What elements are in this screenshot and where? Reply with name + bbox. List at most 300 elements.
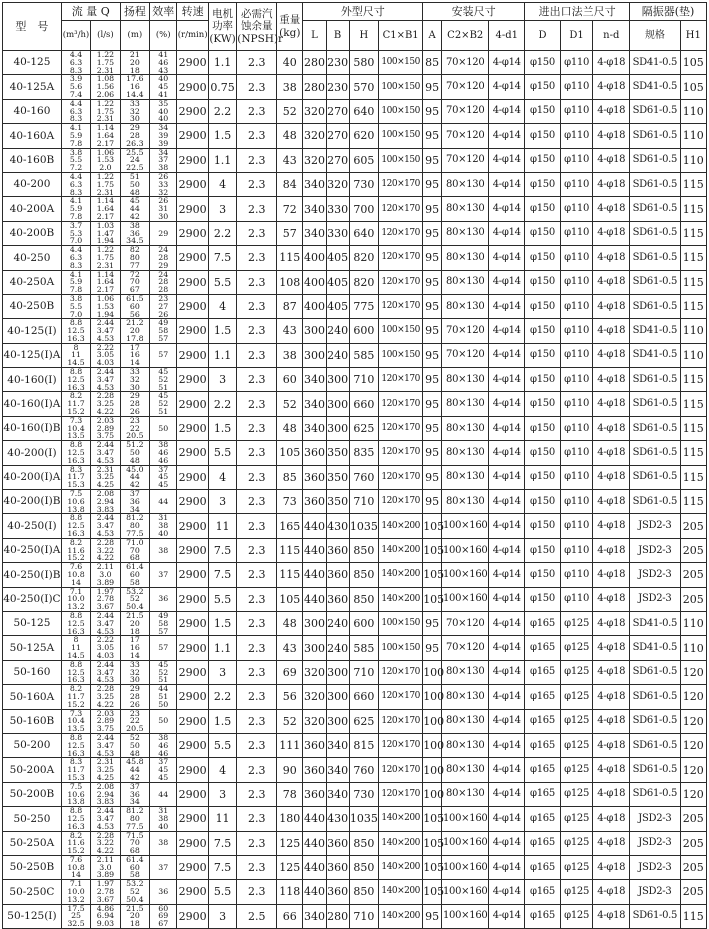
- flow-m3h-cell-value: 16.3: [67, 821, 85, 831]
- n-d-cell: 4-φ18: [593, 148, 630, 172]
- A-cell: 95: [423, 294, 442, 318]
- flow-m3h-cell-value: 16.3: [67, 529, 85, 539]
- head-cell-value: 24: [129, 155, 140, 165]
- isolator-spec-cell: SD61-0.5: [630, 221, 680, 245]
- D-cell: φ150: [525, 148, 561, 172]
- npsh-cell: 2.3: [237, 148, 277, 172]
- head-cell-value: 14: [129, 358, 140, 368]
- motor-power-cell: 3: [208, 197, 236, 221]
- D1-cell: φ110: [560, 465, 593, 489]
- table-row: [3, 343, 707, 367]
- head-cell-value: 36: [129, 496, 140, 506]
- flow-m3h-cell: [61, 855, 90, 879]
- B-cell: 330: [326, 221, 349, 245]
- d1-cell: 4-φ14: [489, 587, 525, 611]
- motor-power-cell: 7.5: [208, 563, 236, 587]
- weight-cell: 115: [277, 563, 303, 587]
- flow-ls-cell: [91, 758, 120, 782]
- npsh-cell: 2.3: [237, 75, 277, 99]
- flow-m3h-cell-value: 8.2: [69, 537, 83, 547]
- weight-cell: 56: [277, 685, 303, 709]
- flow-ls-cell-value: 1.14: [96, 269, 115, 279]
- C1B1-cell: 120×170: [379, 416, 423, 440]
- efficiency-cell: [150, 270, 177, 294]
- flow-ls-cell-value: 2.22: [96, 342, 115, 352]
- head-cell-value: 67: [129, 285, 140, 295]
- motor-power-cell: 7.5: [208, 538, 236, 562]
- flow-m3h-cell: [61, 441, 90, 465]
- head-cell-value: 34.5: [126, 236, 144, 246]
- head-cell: [120, 172, 149, 196]
- efficiency-cell-value: 38: [158, 440, 169, 450]
- flow-ls-cell: [91, 465, 120, 489]
- H-cell: 850: [349, 855, 378, 879]
- head-cell-value: 53.2: [126, 879, 144, 889]
- D1-cell: φ110: [560, 416, 593, 440]
- C1B1-cell: 120×170: [379, 368, 423, 392]
- L-cell: 340: [303, 172, 326, 196]
- L-cell: 360: [303, 441, 326, 465]
- efficiency-cell: [150, 685, 177, 709]
- efficiency-cell-value: 31: [158, 204, 169, 214]
- flow-m3h-cell-value: 7.1: [69, 879, 83, 889]
- D1-cell: φ125: [560, 807, 593, 831]
- flow-ls-cell-value: 3.25: [96, 399, 115, 409]
- D-cell: φ150: [525, 538, 561, 562]
- header-H: H: [349, 21, 378, 51]
- header-n-d: n-d: [593, 21, 630, 51]
- B-cell: 350: [326, 441, 349, 465]
- efficiency-cell-value: 37: [158, 464, 169, 474]
- efficiency-cell-value: 57: [158, 350, 169, 360]
- weight-cell: 180: [277, 807, 303, 831]
- npsh-cell: 2.3: [237, 465, 277, 489]
- d1-cell: 4-φ14: [489, 880, 525, 904]
- D1-cell: φ110: [560, 270, 593, 294]
- isolator-spec-cell: JSD2-3: [630, 587, 680, 611]
- flow-ls-cell: [91, 99, 120, 123]
- flow-m3h-cell: [61, 221, 90, 245]
- flow-m3h-cell-value: 7.0: [69, 309, 83, 319]
- flow-m3h-cell-value: 15.2: [67, 407, 85, 417]
- flow-m3h-cell-value: 8.3: [69, 757, 83, 767]
- efficiency-cell-value: 44: [158, 496, 169, 506]
- B-cell: 300: [326, 660, 349, 684]
- H1-cell: 110: [680, 99, 706, 123]
- D1-cell: φ110: [560, 294, 593, 318]
- head-cell-value: 61.4: [126, 562, 144, 572]
- efficiency-cell: [150, 221, 177, 245]
- flow-ls-cell: [91, 246, 120, 270]
- head-cell-value: 18: [129, 626, 140, 636]
- head-cell-value: 20.5: [126, 724, 144, 734]
- npsh-cell: 2.3: [237, 807, 277, 831]
- C1B1-cell: 140×200: [379, 563, 423, 587]
- flow-m3h-cell-value: 7.6: [69, 854, 83, 864]
- motor-power-cell: 1.1: [208, 343, 236, 367]
- head-cell: [120, 855, 149, 879]
- n-d-cell: 4-φ18: [593, 782, 630, 806]
- C2B2-cell: 70×120: [442, 319, 489, 343]
- flow-m3h-cell: [61, 904, 90, 928]
- C1B1-cell: 120×170: [379, 441, 423, 465]
- d1-cell: 4-φ14: [489, 490, 525, 514]
- header-D1: D1: [560, 21, 593, 51]
- flow-ls-cell-value: 3.75: [96, 724, 115, 734]
- n-d-cell: 4-φ18: [593, 758, 630, 782]
- flow-ls-cell-value: 2.11: [96, 854, 115, 864]
- head-cell-value: 22.5: [126, 163, 144, 173]
- model-cell: 40-250(I): [3, 514, 62, 538]
- L-cell: 400: [303, 294, 326, 318]
- D-cell: φ150: [525, 197, 561, 221]
- C2B2-cell: 100×160: [442, 514, 489, 538]
- D-cell: φ150: [525, 221, 561, 245]
- flow-ls-cell-value: 1.22: [96, 50, 115, 59]
- isolator-spec-cell: SD61-0.5: [630, 294, 680, 318]
- head-cell-value: 70: [129, 838, 140, 848]
- head-cell-value: 50: [129, 740, 140, 750]
- model-cell: 40-200: [3, 172, 62, 196]
- model-cell: 40-160B: [3, 148, 62, 172]
- flow-ls-cell: [91, 563, 120, 587]
- table-row: [3, 538, 707, 562]
- isolator-spec-cell: SD41-0.5: [630, 319, 680, 343]
- D1-cell: φ110: [560, 246, 593, 270]
- B-cell: 340: [326, 733, 349, 757]
- flow-ls-cell: [91, 172, 120, 196]
- H-cell: 700: [349, 197, 378, 221]
- D-cell: φ165: [525, 904, 561, 928]
- flow-ls-cell: [91, 709, 120, 733]
- flow-ls-cell-value: 3.47: [96, 448, 115, 458]
- head-cell-value: 28: [129, 130, 140, 140]
- A-cell: 100: [423, 782, 442, 806]
- D-cell: φ165: [525, 733, 561, 757]
- B-cell: 300: [326, 416, 349, 440]
- flow-ls-cell-value: 2.17: [96, 211, 115, 221]
- n-d-cell: 4-φ18: [593, 392, 630, 416]
- B-cell: 280: [326, 904, 349, 928]
- motor-power-cell: 3: [208, 490, 236, 514]
- efficiency-cell-value: 46: [158, 455, 169, 465]
- isolator-spec-cell: SD61-0.5: [630, 246, 680, 270]
- flow-m3h-cell: [61, 343, 90, 367]
- flow-m3h-cell-value: 16.3: [67, 455, 85, 465]
- table-row: [3, 75, 707, 99]
- motor-power-cell: 3: [208, 782, 236, 806]
- table-row: [3, 148, 707, 172]
- head-cell: [120, 514, 149, 538]
- model-cell: 50-125(I): [3, 904, 62, 928]
- C2B2-cell: 80×130: [442, 660, 489, 684]
- flow-m3h-cell-value: 5.9: [69, 277, 83, 287]
- B-cell: 240: [326, 319, 349, 343]
- table-row: [3, 758, 707, 782]
- flow-m3h-cell-value: 5.5: [69, 155, 83, 165]
- flow-ls-cell-value: 2.94: [96, 789, 115, 799]
- table-row: [3, 319, 707, 343]
- model-cell: 40-160A: [3, 124, 62, 148]
- head-cell-value: 44: [129, 765, 140, 775]
- table-row: [3, 855, 707, 879]
- L-cell: 440: [303, 563, 326, 587]
- flow-ls-cell-value: 4.53: [96, 382, 115, 392]
- efficiency-cell-value: 38: [158, 838, 169, 848]
- n-d-cell: 4-φ18: [593, 124, 630, 148]
- head-cell-value: 26: [129, 699, 140, 709]
- flow-m3h-cell-value: 8: [73, 342, 79, 352]
- flow-ls-cell-value: 2.31: [96, 464, 115, 474]
- flow-m3h-cell: [61, 563, 90, 587]
- H-cell: 710: [349, 904, 378, 928]
- head-cell-value: 29: [129, 684, 140, 694]
- A-cell: 100: [423, 758, 442, 782]
- head-cell-value: 20: [129, 911, 140, 921]
- D1-cell: φ110: [560, 319, 593, 343]
- efficiency-cell-value: 38: [158, 521, 169, 531]
- flow-m3h-cell-value: 8.8: [69, 318, 83, 328]
- d1-cell: 4-φ14: [489, 221, 525, 245]
- efficiency-cell: [150, 75, 177, 99]
- C1B1-cell: 120×170: [379, 270, 423, 294]
- d1-cell: 4-φ14: [489, 124, 525, 148]
- flow-m3h-cell: [61, 294, 90, 318]
- npsh-cell: 2.3: [237, 782, 277, 806]
- C2B2-cell: 80×130: [442, 709, 489, 733]
- head-cell-value: 14.4: [126, 89, 144, 99]
- speed-cell: 2900: [177, 636, 209, 660]
- weight-cell: 69: [277, 660, 303, 684]
- flow-m3h-cell: [61, 246, 90, 270]
- head-cell: [120, 319, 149, 343]
- flow-m3h-cell-value: 14.5: [67, 650, 85, 660]
- motor-power-cell: 1.1: [208, 148, 236, 172]
- weight-cell: 66: [277, 904, 303, 928]
- d1-cell: 4-φ14: [489, 904, 525, 928]
- C2B2-cell: 80×130: [442, 465, 489, 489]
- head-cell: [120, 807, 149, 831]
- flow-ls-cell-value: 1.75: [96, 179, 115, 189]
- C1B1-cell: 120×170: [379, 294, 423, 318]
- flow-ls-cell: [91, 221, 120, 245]
- flow-m3h-cell-value: 7.8: [69, 138, 83, 148]
- D-cell: φ150: [525, 416, 561, 440]
- speed-cell: 2900: [177, 294, 209, 318]
- header-speed-unit: (r/min): [177, 21, 209, 51]
- weight-cell: 115: [277, 246, 303, 270]
- flow-ls-cell-value: 4.22: [96, 699, 115, 709]
- n-d-cell: 4-φ18: [593, 99, 630, 123]
- efficiency-cell: [150, 392, 177, 416]
- table-row: [3, 904, 707, 928]
- npsh-cell: 2.3: [237, 343, 277, 367]
- flow-m3h-cell-value: 13.8: [67, 504, 85, 514]
- flow-m3h-cell-value: 4.1: [69, 196, 83, 206]
- head-cell-value: 26.3: [126, 138, 144, 148]
- head-cell-value: 37: [129, 489, 140, 499]
- table-row: [3, 709, 707, 733]
- speed-cell: 2900: [177, 855, 209, 879]
- head-cell: [120, 587, 149, 611]
- flow-ls-cell: [91, 51, 120, 75]
- flow-m3h-cell: [61, 733, 90, 757]
- efficiency-cell-value: 40: [158, 114, 169, 124]
- header-D: D: [525, 21, 561, 51]
- flow-ls-cell-value: 1.64: [96, 130, 115, 140]
- flow-m3h-cell-value: 10.4: [67, 716, 85, 726]
- flow-ls-cell-value: 2.28: [96, 684, 115, 694]
- efficiency-cell-value: 28: [158, 252, 169, 262]
- flow-ls-cell-value: 3.67: [96, 894, 115, 904]
- efficiency-cell: [150, 172, 177, 196]
- motor-power-cell: 4: [208, 465, 236, 489]
- efficiency-cell: [150, 368, 177, 392]
- model-cell: 50-125: [3, 611, 62, 635]
- head-cell-value: 77: [129, 260, 140, 270]
- flow-m3h-cell-value: 11.7: [67, 472, 85, 482]
- L-cell: 320: [303, 124, 326, 148]
- flow-ls-cell: [91, 441, 120, 465]
- npsh-cell: 2.3: [237, 685, 277, 709]
- flow-m3h-cell-value: 11.6: [67, 545, 85, 555]
- B-cell: 270: [326, 99, 349, 123]
- flow-ls-cell-value: 2.28: [96, 391, 115, 401]
- flow-m3h-cell-value: 32.5: [67, 919, 85, 929]
- B-cell: 360: [326, 855, 349, 879]
- C1B1-cell: 100×150: [379, 148, 423, 172]
- motor-power-cell: 11: [208, 514, 236, 538]
- weight-cell: 105: [277, 441, 303, 465]
- flow-ls-cell-value: 4.53: [96, 455, 115, 465]
- n-d-cell: 4-φ18: [593, 831, 630, 855]
- head-cell-value: 23: [129, 415, 140, 425]
- d1-cell: 4-φ14: [489, 514, 525, 538]
- model-cell: 40-160: [3, 99, 62, 123]
- B-cell: 350: [326, 490, 349, 514]
- head-cell: [120, 611, 149, 635]
- flow-m3h-cell-value: 11.7: [67, 765, 85, 775]
- speed-cell: 2900: [177, 246, 209, 270]
- npsh-cell: 2.3: [237, 294, 277, 318]
- head-cell: [120, 99, 149, 123]
- A-cell: 95: [423, 99, 442, 123]
- A-cell: 95: [423, 490, 442, 514]
- flow-m3h-cell-value: 13.5: [67, 431, 85, 441]
- d1-cell: 4-φ14: [489, 807, 525, 831]
- weight-cell: 43: [277, 148, 303, 172]
- D1-cell: φ110: [560, 172, 593, 196]
- flow-ls-cell: [91, 807, 120, 831]
- speed-cell: 2900: [177, 782, 209, 806]
- D-cell: φ165: [525, 831, 561, 855]
- C2B2-cell: 100×160: [442, 904, 489, 928]
- efficiency-cell-value: 38: [158, 163, 169, 173]
- flow-m3h-cell-value: 6.3: [69, 106, 83, 116]
- flow-ls-cell-value: 1.75: [96, 57, 115, 67]
- flow-ls-cell: [91, 733, 120, 757]
- head-cell-value: 82: [129, 245, 140, 255]
- model-cell: 40-125: [3, 51, 62, 75]
- speed-cell: 2900: [177, 465, 209, 489]
- efficiency-cell: [150, 807, 177, 831]
- model-cell: 50-160A: [3, 685, 62, 709]
- efficiency-cell: [150, 197, 177, 221]
- head-cell-value: 25.5: [126, 147, 144, 157]
- H1-cell: 110: [680, 319, 706, 343]
- header-flow-m3h: (m³/h): [61, 21, 90, 51]
- weight-cell: 38: [277, 343, 303, 367]
- flow-ls-cell-value: 2.17: [96, 285, 115, 295]
- C1B1-cell: 120×170: [379, 490, 423, 514]
- C1B1-cell: 120×170: [379, 221, 423, 245]
- C1B1-cell: 100×150: [379, 99, 423, 123]
- efficiency-cell: [150, 587, 177, 611]
- flow-m3h-cell-value: 8.8: [69, 659, 83, 669]
- head-cell-value: 42: [129, 211, 140, 221]
- C1B1-cell: 120×170: [379, 758, 423, 782]
- C1B1-cell: 120×170: [379, 709, 423, 733]
- d1-cell: 4-φ14: [489, 197, 525, 221]
- flow-m3h-cell-value: 8.2: [69, 684, 83, 694]
- n-d-cell: 4-φ18: [593, 343, 630, 367]
- isolator-spec-cell: SD41-0.5: [630, 636, 680, 660]
- D-cell: φ165: [525, 611, 561, 635]
- flow-m3h-cell-value: 7.3: [69, 415, 83, 425]
- D1-cell: φ110: [560, 587, 593, 611]
- C1B1-cell: 120×170: [379, 392, 423, 416]
- npsh-cell: 2.3: [237, 514, 277, 538]
- header-B: B: [326, 21, 349, 51]
- d1-cell: 4-φ14: [489, 441, 525, 465]
- C1B1-cell: 120×170: [379, 733, 423, 757]
- motor-power-cell: 7.5: [208, 855, 236, 879]
- efficiency-cell-value: 36: [158, 594, 169, 604]
- D1-cell: φ125: [560, 660, 593, 684]
- motor-power-cell: 3: [208, 904, 236, 928]
- motor-power-cell: 1.5: [208, 709, 236, 733]
- D1-cell: φ125: [560, 685, 593, 709]
- flow-ls-cell-value: 4.03: [96, 358, 115, 368]
- flow-ls-cell-value: 4.53: [96, 333, 115, 343]
- C2B2-cell: 80×130: [442, 416, 489, 440]
- head-cell-value: 18: [129, 65, 140, 75]
- flow-ls-cell-value: 2.06: [96, 89, 115, 99]
- head-cell-value: 72: [129, 269, 140, 279]
- header-efficiency: 效率: [150, 3, 177, 21]
- efficiency-cell: [150, 758, 177, 782]
- B-cell: 360: [326, 831, 349, 855]
- H-cell: 1035: [349, 514, 378, 538]
- table-row: [3, 660, 707, 684]
- head-cell-value: 20.5: [126, 431, 144, 441]
- flow-ls-cell: [91, 538, 120, 562]
- table-row: [3, 685, 707, 709]
- n-d-cell: 4-φ18: [593, 319, 630, 343]
- n-d-cell: 4-φ18: [593, 636, 630, 660]
- model-cell: 40-250: [3, 246, 62, 270]
- flow-m3h-cell-value: 7.1: [69, 586, 83, 596]
- efficiency-cell-value: 39: [158, 130, 169, 140]
- flow-m3h-cell-value: 10.8: [67, 570, 85, 579]
- flow-ls-cell-value: 2.0: [99, 163, 112, 173]
- motor-power-cell: 5.5: [208, 880, 236, 904]
- D-cell: φ165: [525, 709, 561, 733]
- head-cell-value: 17: [129, 342, 140, 352]
- motor-power-cell: 4: [208, 294, 236, 318]
- head-cell-value: 30: [129, 675, 140, 685]
- flow-ls-cell-value: 3.83: [96, 504, 115, 514]
